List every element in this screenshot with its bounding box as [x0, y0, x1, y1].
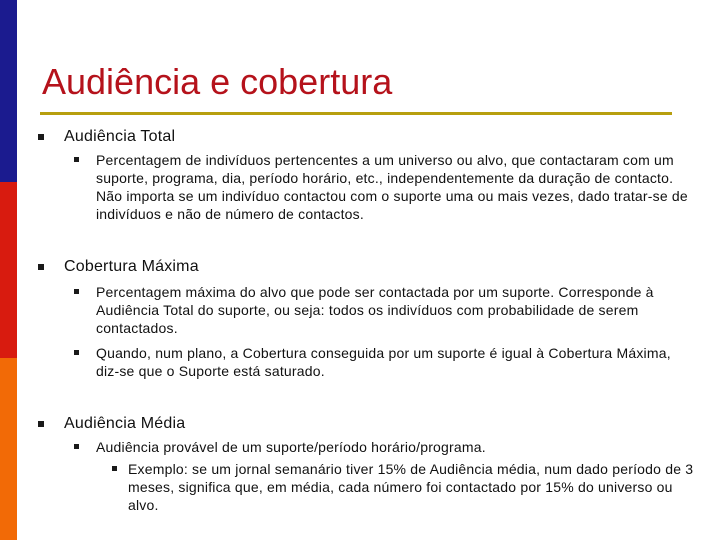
square-bullet-icon — [38, 134, 44, 140]
section-item-cobertura-maxima-definition: Percentagem máxima do alvo que pode ser contactada por um suporte. Corresponde à Audiência Total do suporte, ou seja: todos os indivíduos com probabilidade de serem contactados. — [96, 284, 654, 336]
square-bullet-icon — [112, 466, 117, 471]
slide-title: Audiência e cobertura — [42, 61, 393, 102]
section-heading-cobertura-maxima: Cobertura Máxima — [64, 258, 199, 275]
title-underline — [40, 112, 672, 115]
square-bullet-icon — [74, 444, 79, 449]
square-bullet-icon — [38, 264, 44, 270]
section-heading-audiencia-total: Audiência Total — [64, 128, 176, 145]
section-item-audiencia-media-definition: Audiência provável de um suporte/período horário/programa. — [96, 439, 486, 455]
square-bullet-icon — [74, 350, 79, 355]
section-item-suporte-saturado: Quando, num plano, a Cobertura conseguida por um suporte é igual à Cobertura Máxima, diz-se que o Suporte está saturado. — [96, 345, 671, 379]
square-bullet-icon — [38, 421, 44, 427]
square-bullet-icon — [74, 157, 79, 162]
section-subitem-audiencia-media-example: Exemplo: se um jornal semanário tiver 15% de Audiência média, num dado período de 3 meses, significa que, em média, cada número foi contactado por 15% do universo ou alvo. — [128, 461, 694, 513]
section-heading-audiencia-media: Audiência Média — [64, 415, 186, 432]
square-bullet-icon — [74, 289, 79, 294]
section-item-audiencia-total-definition: Percentagem de indivíduos pertencentes a um universo ou alvo, que contactaram com um suporte, programa, dia, período horário, etc., independentemente da duração de contacto. Não importa se um indivíduo contactou com o suporte uma ou mais vezes, dado tratar-se de indivíduos e não de número de contactos. — [96, 152, 688, 222]
side-bar-top — [0, 0, 17, 182]
side-bar-bottom — [0, 358, 17, 540]
side-bar-middle — [0, 182, 17, 358]
